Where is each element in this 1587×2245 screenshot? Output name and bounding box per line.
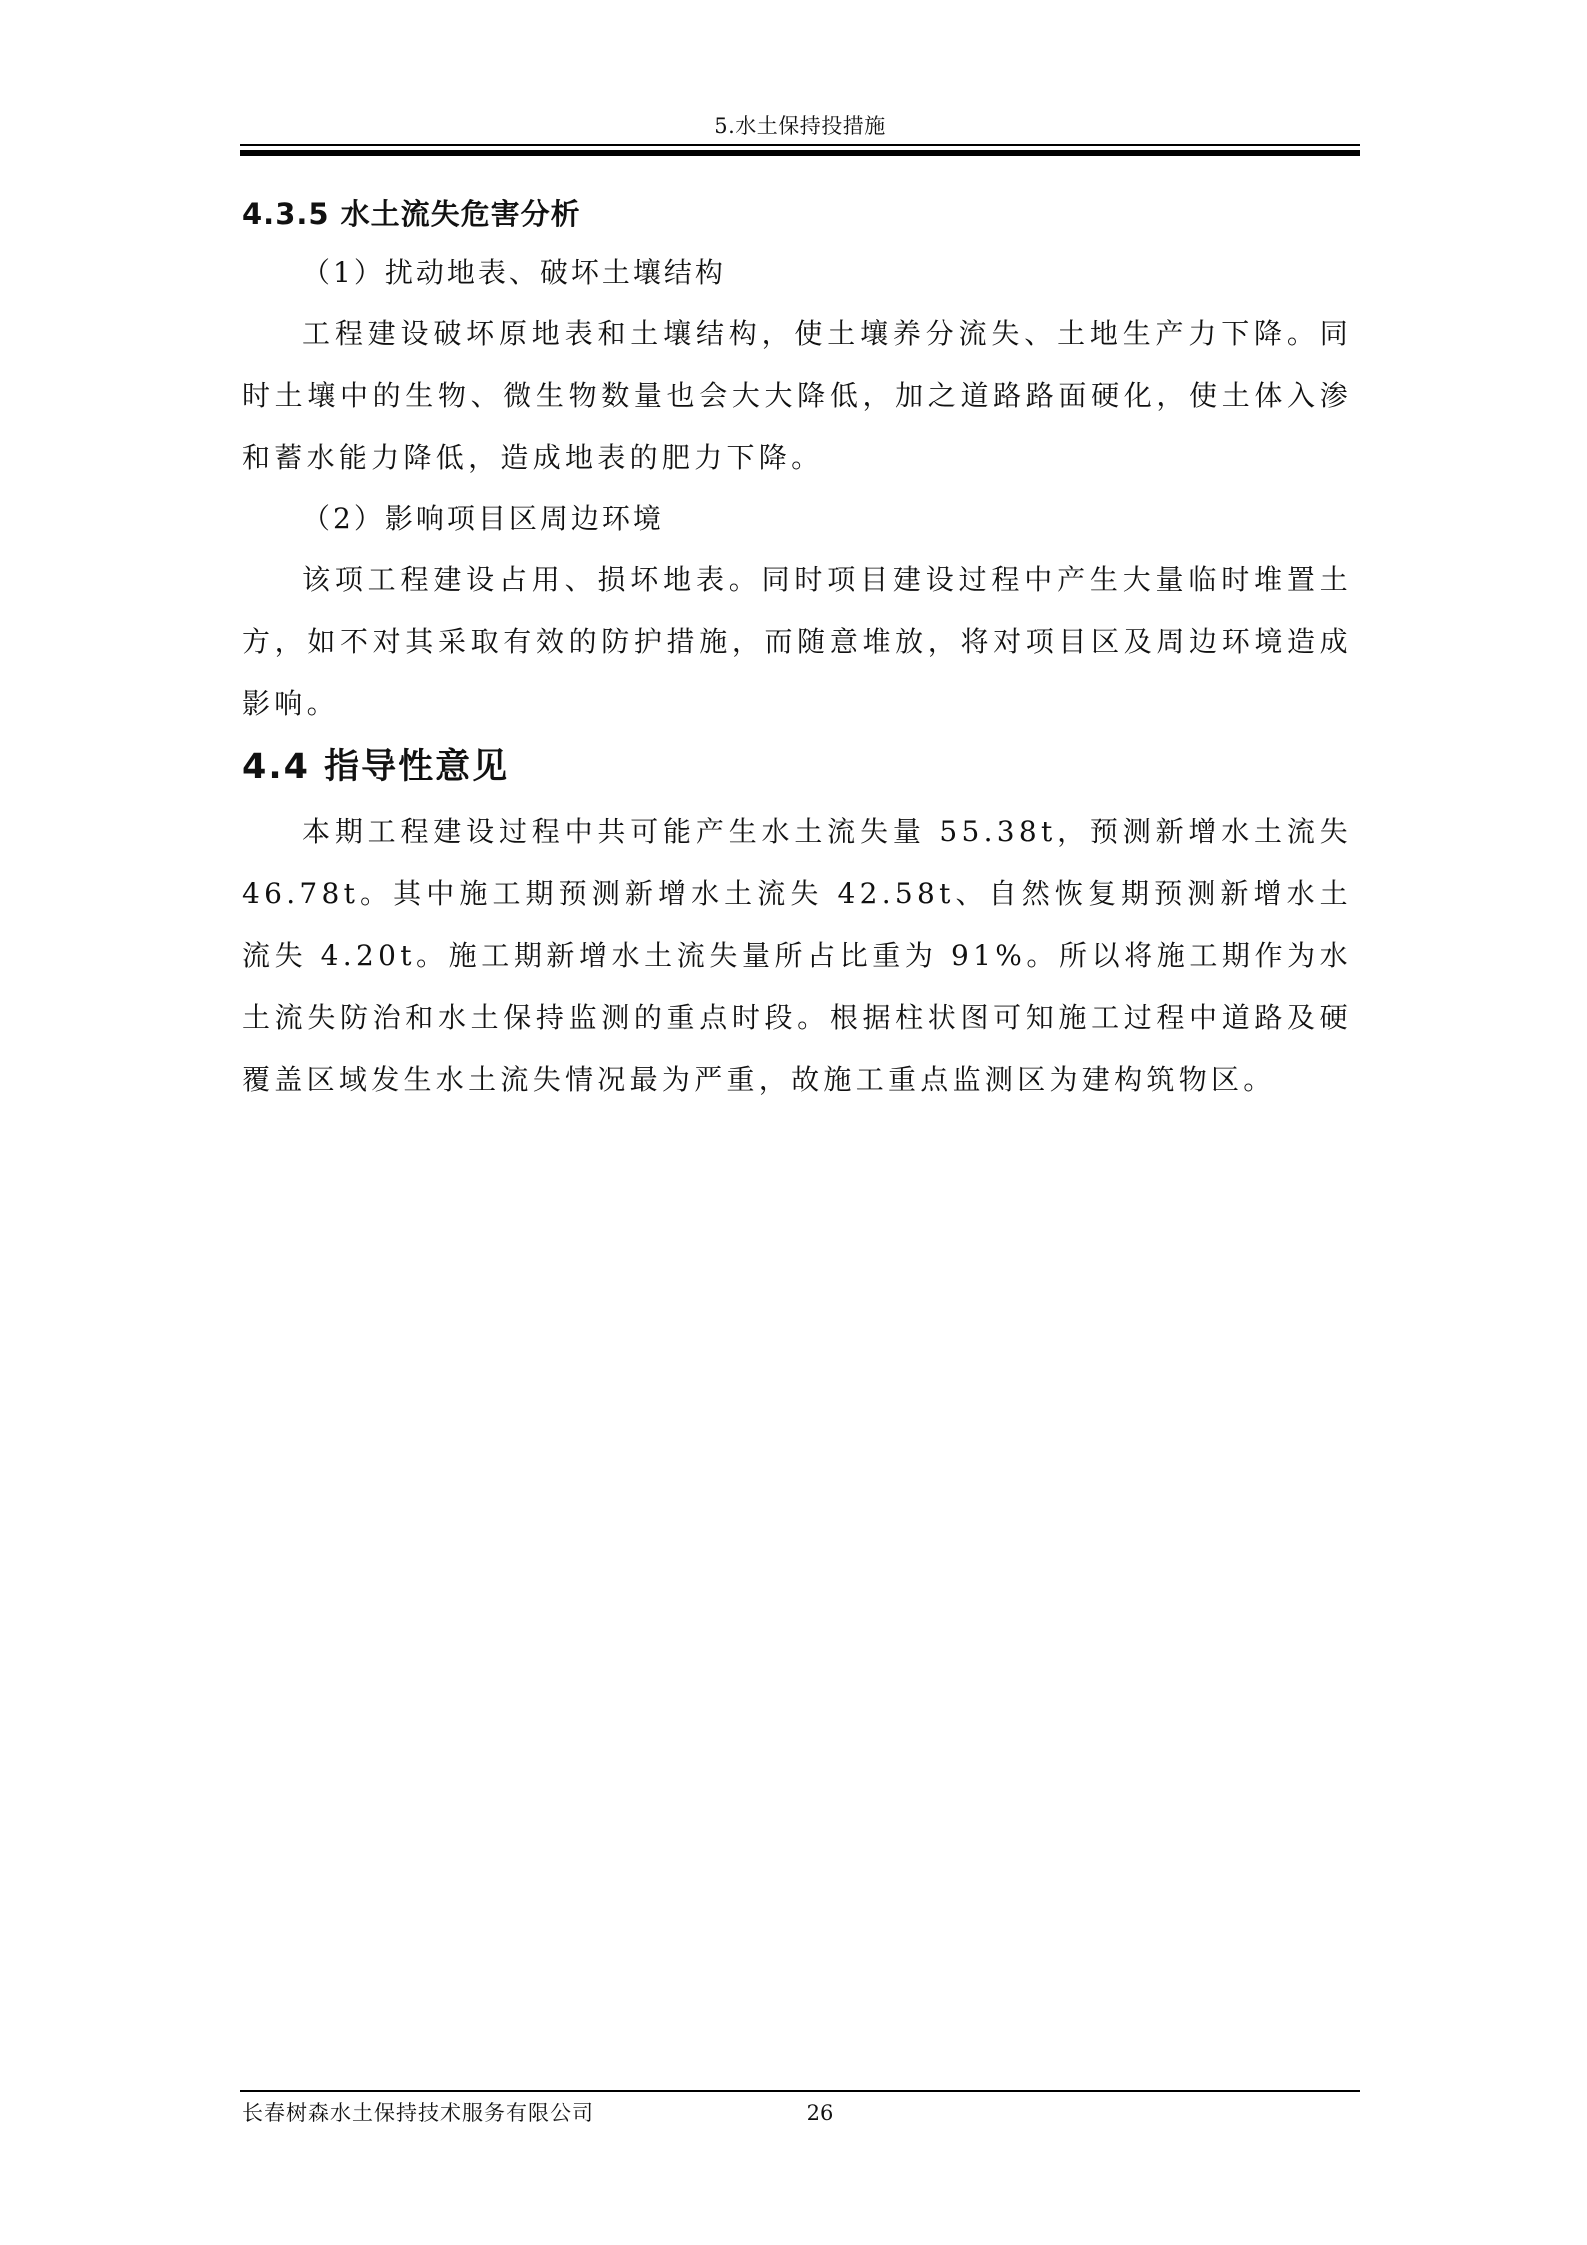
- page-number: 26: [806, 2101, 834, 2125]
- subsection-2-paragraph: 该项工程建设占用、损坏地表。同时项目建设过程中产生大量临时堆置土方，如不对其采取有效的防护措施，而随意堆放，将对项目区及周边环境造成影响。: [242, 563, 1352, 720]
- section-4-3-5-heading: 4.3.5 水土流失危害分析: [242, 197, 581, 231]
- page-header-title: 5.水土保持投措施: [714, 114, 886, 138]
- section-4-4-heading: 4.4 指导性意见: [242, 747, 510, 787]
- subsection-1-title: （1）扰动地表、破坏土壤结构: [302, 256, 726, 289]
- footer-company-name: 长春树森水土保持技术服务有限公司: [242, 2101, 594, 2125]
- header-rule-thin: [240, 144, 1360, 146]
- footer-rule: [240, 2090, 1360, 2092]
- subsection-2-title: （2）影响项目区周边环境: [302, 502, 664, 535]
- page-content: [242, 185, 1352, 1111]
- header-rule-thick: [240, 150, 1360, 156]
- subsection-1-paragraph: 工程建设破坏原地表和土壤结构，使土壤养分流失、土地生产力下降。同时土壤中的生物、微生物数量也会大大降低，加之道路路面硬化，使土体入渗和蓄水能力降低，造成地表的肥力下降。: [242, 317, 1352, 474]
- section-4-4-paragraph: 本期工程建设过程中共可能产生水土流失量 55.38t，预测新增水土流失 46.78t。其中施工期预测新增水土流失 42.58t、自然恢复期预测新增水土流失 4.20t。施工期新增水土流失量所占比重为 91%。所以将施工期作为水土流失防治和水土保持监测的重点时段。根据柱状图可知施工过程中道路及硬覆盖区域发生水土流失情况最为严重，故施工重点监测区为建构筑物区。: [242, 815, 1352, 1096]
